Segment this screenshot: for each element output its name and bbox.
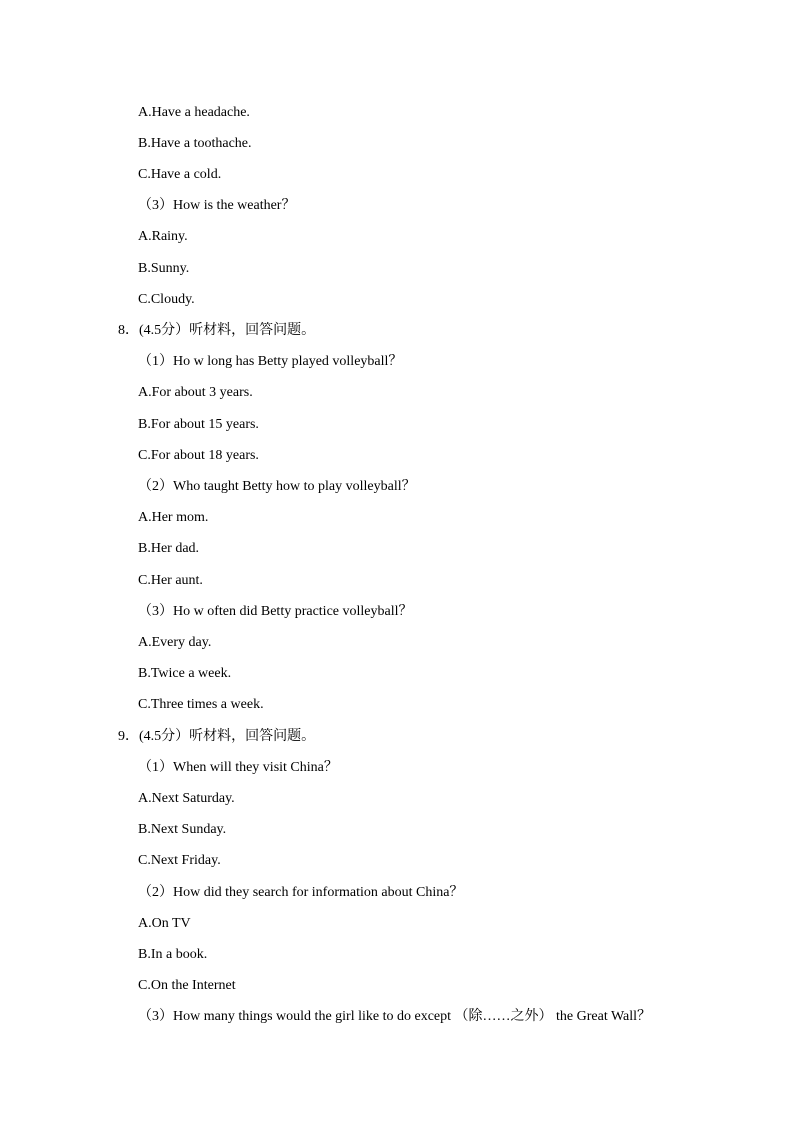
q9-p1-question: （1）When will they visit China？ xyxy=(138,760,338,775)
q9-p1-option-a: A.Next Saturday. xyxy=(138,791,235,806)
q8-p2-option-a: A.Her mom. xyxy=(138,510,209,525)
q8-header: 8．(4.5分）听材料，回答问题。 xyxy=(118,323,316,338)
q8-p3-option-a: A.Every day. xyxy=(138,635,212,650)
q7-p2-option-b: B.Have a toothache. xyxy=(138,136,252,151)
q8-p3-question: （3）Ho w often did Betty practice volleyball？ xyxy=(138,604,413,619)
q8-p2-question: （2）Who taught Betty how to play volleyball？ xyxy=(138,479,416,494)
q8-p2-option-c: C.Her aunt. xyxy=(138,573,203,588)
q9-p2-option-a: A.On TV xyxy=(138,916,191,931)
q9-p2-option-c: C.On the Internet xyxy=(138,978,236,993)
q9-p3-question: （3）How many things would the girl like to do except （除……之外） the Great Wall？ xyxy=(138,1009,652,1024)
q9-p1-option-c: C.Next Friday. xyxy=(138,853,221,868)
q8-p1-question: （1）Ho w long has Betty played volleyball？ xyxy=(138,354,403,369)
q7-p2-option-c: C.Have a cold. xyxy=(138,167,222,182)
q7-p3-question: （3）How is the weather？ xyxy=(138,198,296,213)
q7-p3-option-a: A.Rainy. xyxy=(138,229,188,244)
q9-p1-option-b: B.Next Sunday. xyxy=(138,822,227,837)
q8-p1-option-c: C.For about 18 years. xyxy=(138,448,259,463)
q8-p2-option-b: B.Her dad. xyxy=(138,541,200,556)
q7-p3-option-b: B.Sunny. xyxy=(138,261,190,276)
q9-p2-question: （2）How did they search for information about China？ xyxy=(138,885,464,900)
q7-p3-option-c: C.Cloudy. xyxy=(138,292,195,307)
q8-p1-option-a: A.For about 3 years. xyxy=(138,385,253,400)
q7-p2-option-a: A.Have a headache. xyxy=(138,105,250,120)
q9-p2-option-b: B.In a book. xyxy=(138,947,208,962)
q8-p3-option-c: C.Three times a week. xyxy=(138,697,264,712)
q9-header: 9．(4.5分）听材料，回答问题。 xyxy=(118,729,316,744)
q8-p1-option-b: B.For about 15 years. xyxy=(138,417,259,432)
q8-p3-option-b: B.Twice a week. xyxy=(138,666,232,681)
